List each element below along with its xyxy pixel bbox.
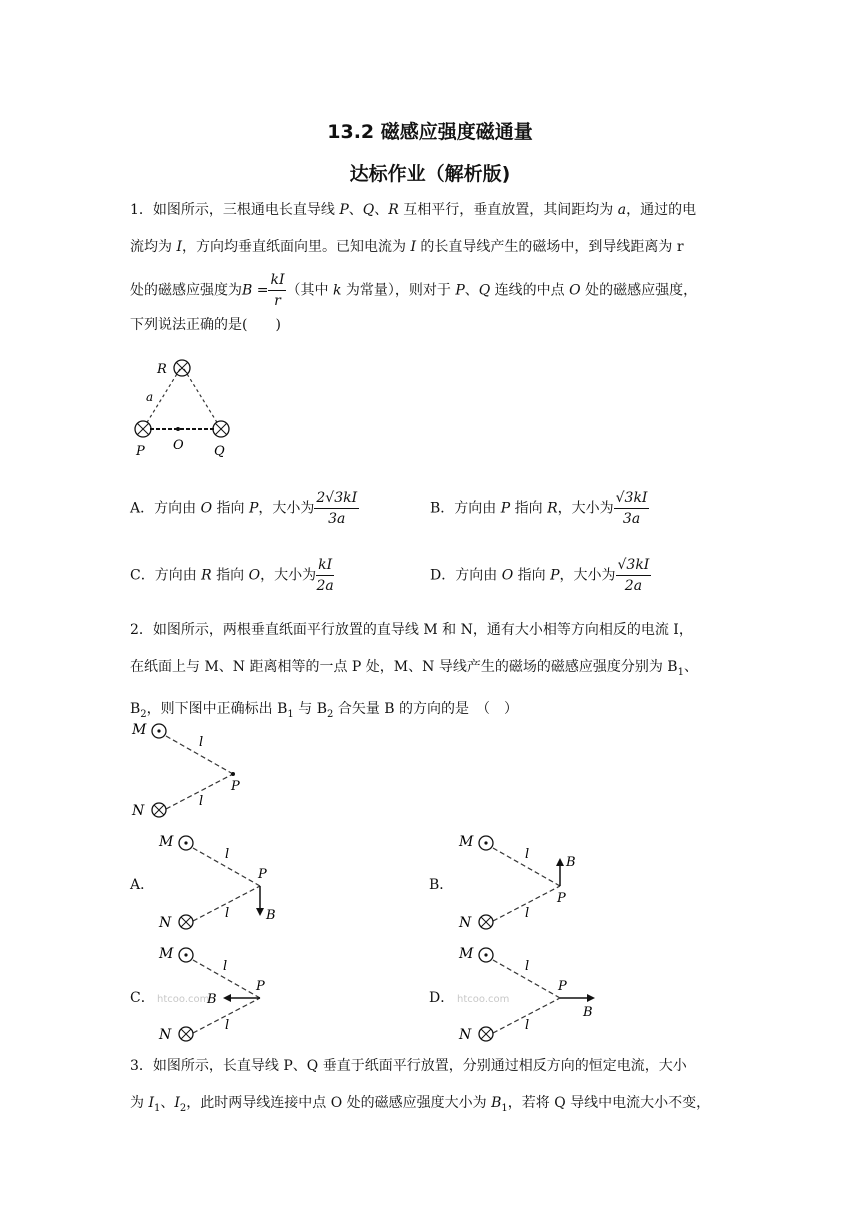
svg-text:M: M — [459, 946, 474, 962]
document-subtitle: 达标作业（解析版) — [349, 163, 511, 185]
svg-text:N: N — [132, 803, 145, 819]
wire-q — [213, 421, 229, 437]
q2-option-a-label[interactable]: A． — [130, 877, 155, 893]
svg-text:l: l — [199, 794, 204, 809]
watermark: htcoo.com — [457, 994, 510, 1005]
wire-m-out — [479, 948, 493, 962]
wire-n-in — [152, 803, 166, 817]
wire-m-out — [152, 724, 166, 738]
arrow-b-right — [560, 994, 595, 1002]
q1-line-2: 流均为 I，方向均垂直纸面向里。已知电流为 I 的长直导线产生的磁场中，到导线距离为 r — [130, 239, 684, 255]
q2-line-1: 2．如图所示，两根垂直纸面平行放置的直导线 M 和 N，通有大小相等方向相反的电流 I， — [130, 622, 693, 638]
q2-option-b-label[interactable]: B． — [429, 877, 454, 893]
svg-text:l: l — [525, 847, 530, 862]
arrow-b-down — [256, 886, 264, 916]
svg-text:P: P — [256, 979, 265, 994]
q3-line-1: 3．如图所示，长直导线 P、Q 垂直于纸面平行放置，分别通过相反方向的恒定电流，大小 — [130, 1058, 687, 1074]
svg-text:N: N — [459, 1027, 472, 1043]
q1-option-d[interactable]: D．方向由 O 指向 P，大小为 $\frac{√3kI}{2a}$ — [430, 557, 650, 594]
wire-n-in — [479, 915, 493, 929]
svg-text:M: M — [459, 834, 474, 850]
q1-line-4: 下列说法正确的是( ) — [130, 317, 281, 333]
q2-option-d-label[interactable]: D． — [429, 990, 455, 1006]
q1-option-c[interactable]: C．方向由 R 指向 O，大小为 $\frac{kI}{2a}$ — [130, 557, 334, 594]
question-3-text — [130, 1048, 750, 1127]
svg-text:l: l — [223, 959, 228, 974]
label-r: R — [157, 362, 167, 377]
label-o: O — [173, 438, 184, 453]
q1-figure — [128, 354, 240, 460]
q2-option-c-label[interactable]: C． — [130, 990, 155, 1006]
arrow-b-up — [556, 858, 564, 886]
svg-text:l: l — [225, 847, 230, 862]
svg-text:B: B — [207, 992, 217, 1007]
svg-text:N: N — [159, 915, 172, 931]
q1-option-a[interactable]: A．方向由 O 指向 P，大小为 $\frac{2√3kI}{3a}$ — [130, 490, 358, 527]
svg-text:M: M — [159, 946, 174, 962]
q2-line-3: $B_2$，则下图中正确标出 $B_1$ 与 $B_2$ 合矢量 B 的方向的是 （ ） — [130, 700, 519, 720]
svg-text:B: B — [583, 1005, 593, 1020]
svg-text:l: l — [199, 735, 204, 750]
wire-n-in — [179, 915, 193, 929]
q2-option-b-figure[interactable] — [455, 826, 585, 936]
q3-line-2: 为 $I_1$、$I_2$，此时两导线连接中点 O 处的磁感应强度大小为 $B_1$，若将 Q 导线中电流大小不变， — [130, 1095, 711, 1114]
svg-text:l: l — [525, 1018, 530, 1033]
q1-line-1: 1．如图所示，三根通电长直导线 P、Q、R 互相平行，垂直放置，其间距均为 a，通过的电 — [130, 202, 697, 218]
svg-text:M: M — [159, 834, 174, 850]
svg-text:P: P — [231, 779, 240, 794]
document-title: 13.2 磁感应强度磁通量 — [327, 121, 533, 143]
wire-n-in — [179, 1027, 193, 1041]
svg-text:B: B — [266, 908, 276, 923]
wire-n-in — [479, 1027, 493, 1041]
svg-text:P: P — [557, 891, 566, 906]
svg-text:l: l — [525, 906, 530, 921]
wire-r — [174, 360, 190, 376]
q2-option-c-figure[interactable] — [155, 938, 285, 1048]
q2-option-d-figure[interactable] — [455, 938, 605, 1048]
question-1-text — [130, 192, 740, 344]
svg-text:N: N — [159, 1027, 172, 1043]
formula-fraction: $\frac{kI}{r}$ — [270, 272, 285, 309]
q1-line-3: 处的磁感应强度为B = $\frac{kI}{r}$ （其中 k 为常量），则对于 P、Q 连线的中点 O 处的磁感应强度， — [130, 272, 698, 309]
wire-m-out — [179, 836, 193, 850]
watermark: htcoo.com — [157, 994, 210, 1005]
svg-text:M: M — [132, 722, 147, 738]
q2-option-a-figure[interactable] — [155, 826, 285, 936]
wire-m-out — [479, 836, 493, 850]
svg-text:B: B — [566, 855, 576, 870]
wire-p — [135, 421, 151, 437]
q2-line-2: 在纸面上与 M、N 距离相等的一点 P 处，M、N 导线产生的磁场的磁感应强度分别为 $B_1$、 — [130, 659, 698, 678]
q2-main-figure — [128, 714, 258, 824]
svg-text:l: l — [225, 906, 230, 921]
svg-text:N: N — [459, 915, 472, 931]
arrow-b-left — [223, 994, 260, 1002]
wire-m-out — [179, 948, 193, 962]
svg-text:l: l — [225, 1018, 230, 1033]
svg-text:l: l — [525, 959, 530, 974]
label-p: P — [136, 444, 145, 459]
label-a: a — [146, 390, 154, 404]
formula-lhs: B = — [242, 282, 269, 299]
svg-text:P: P — [258, 867, 267, 882]
q1-option-b[interactable]: B．方向由 P 指向 R，大小为 $\frac{√3kI}{3a}$ — [430, 490, 648, 527]
label-q: Q — [214, 444, 225, 459]
svg-text:P: P — [558, 979, 567, 994]
